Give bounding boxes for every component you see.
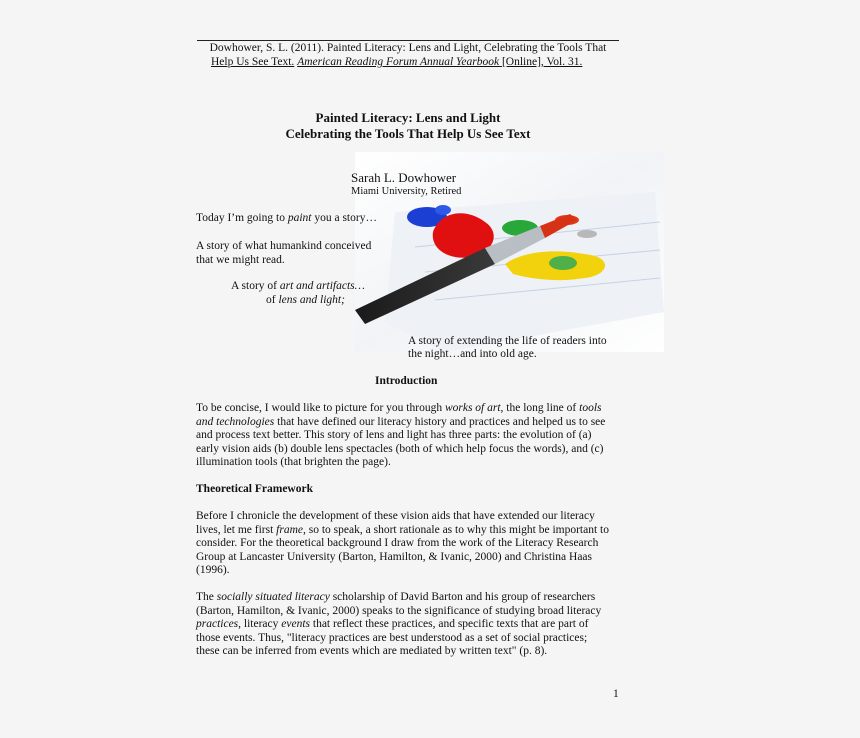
intro-l1-b: works of art	[444, 402, 501, 414]
poem-line-4	[231, 280, 365, 294]
title-line-2: Celebrating the Tools That Help Us See Text	[285, 126, 531, 141]
theory2-l3-b: , literacy	[238, 618, 282, 630]
intro-paragraph	[196, 402, 626, 470]
theory2-line-3	[196, 618, 626, 632]
theory-heading: Theoretical Framework	[196, 483, 313, 495]
theory1-line-5: (1996).	[196, 564, 230, 576]
poem-p3-c: of	[266, 294, 279, 306]
intro-l2-a: and technologies	[196, 415, 275, 428]
theory2-line-2: (Barton, Hamilton, & Ivanic, 2000) speaks to the significance of studying broad literacy	[196, 604, 602, 617]
theory1-l2-c: so to speak, a short rationale as to why this might be important to	[305, 523, 609, 536]
poem-line-2: A story of what humankind conceived	[196, 240, 372, 252]
poem-p3-b: art and artifacts…	[279, 280, 365, 292]
intro-line-3: and process text better. This story of lens and light has three parts: the evolution of (a)	[196, 429, 592, 441]
page-number: 1	[613, 688, 619, 700]
intro-line-2	[196, 416, 626, 430]
citation-line-1: Dowhower, S. L. (2011). Painted Literacy: Lens and Light, Celebrating the Tools That	[209, 42, 607, 54]
theory1-l2-b: frame,	[276, 523, 306, 536]
poem-p1-b: paint	[287, 212, 312, 224]
theory1-line-3: consider. For the theoretical background I draw from the work of the Literacy Research	[196, 537, 599, 549]
theory2-l1-b: socially situated literacy	[216, 591, 330, 603]
theory2-l3-a: practices	[196, 618, 239, 630]
poem-line-7: the night…and into old age.	[408, 348, 537, 360]
theory2-l1-c: scholarship of David Barton and his group of researchers	[329, 591, 596, 603]
citation-line-2-c: [Online], Vol. 31.	[501, 56, 583, 68]
theory1-line-1: Before I chronicle the development of these vision aids that have extended our literacy	[196, 510, 595, 522]
intro-l2-b: that have defined our literacy history and practices and helped us to see	[274, 415, 606, 428]
citation-line-2	[211, 56, 582, 70]
theory2-line-1	[196, 591, 626, 605]
poem-line-3: that we might read.	[196, 254, 285, 266]
poem-p1-a: Today I’m going to	[196, 212, 288, 224]
citation-line-2-a: Help Us See Text.	[211, 56, 295, 68]
poem-p3-d: lens and light;	[278, 294, 345, 306]
author-name: Sarah L. Dowhower	[351, 170, 457, 185]
intro-line-1	[196, 402, 626, 416]
header-rule	[197, 40, 619, 41]
intro-l1-d: tools	[579, 402, 602, 414]
theory1-line-4: Group at Lancaster University (Barton, Hamilton, & Ivanic, 2000) and Christina Haas	[196, 550, 593, 563]
intro-line-5: illumination tools (that brighten the page).	[196, 456, 391, 468]
theory2-l3-c: events	[281, 618, 310, 630]
theory-paragraph-2	[196, 591, 626, 659]
theory1-line-2	[196, 524, 626, 538]
intro-line-4: early vision aids (b) double lens spectacles (both of which help focus the words), and (c)	[196, 442, 604, 455]
poem-line-5	[266, 294, 345, 308]
intro-l1-a: To be concise, I would like to picture for you through	[196, 402, 445, 414]
title-line-1: Painted Literacy: Lens and Light	[315, 110, 501, 125]
theory2-l3-d: that reflect these practices, and specific texts that are part of	[310, 618, 589, 630]
theory1-l2-a: lives, let me first	[196, 523, 277, 536]
poem-p3-a: A story of	[231, 280, 280, 292]
intro-l1-c: , the long line of	[500, 402, 580, 414]
intro-heading: Introduction	[375, 375, 438, 387]
theory2-l1-a: The	[196, 591, 217, 603]
author-affiliation: Miami University, Retired	[351, 186, 462, 197]
poem-p1-c: you a story…	[311, 212, 377, 224]
theory2-line-5: these can be inferred from events which are mediated by written text" (p. 8).	[196, 645, 548, 657]
citation-journal: American Reading Forum Annual Yearbook	[297, 56, 500, 68]
poem-line-6: A story of extending the life of readers into	[408, 335, 607, 347]
theory2-line-4: those events. Thus, "literacy practices are best understood as a set of social practices;	[196, 631, 588, 644]
poem-line-1	[196, 212, 377, 226]
theory-paragraph-1	[196, 510, 626, 578]
